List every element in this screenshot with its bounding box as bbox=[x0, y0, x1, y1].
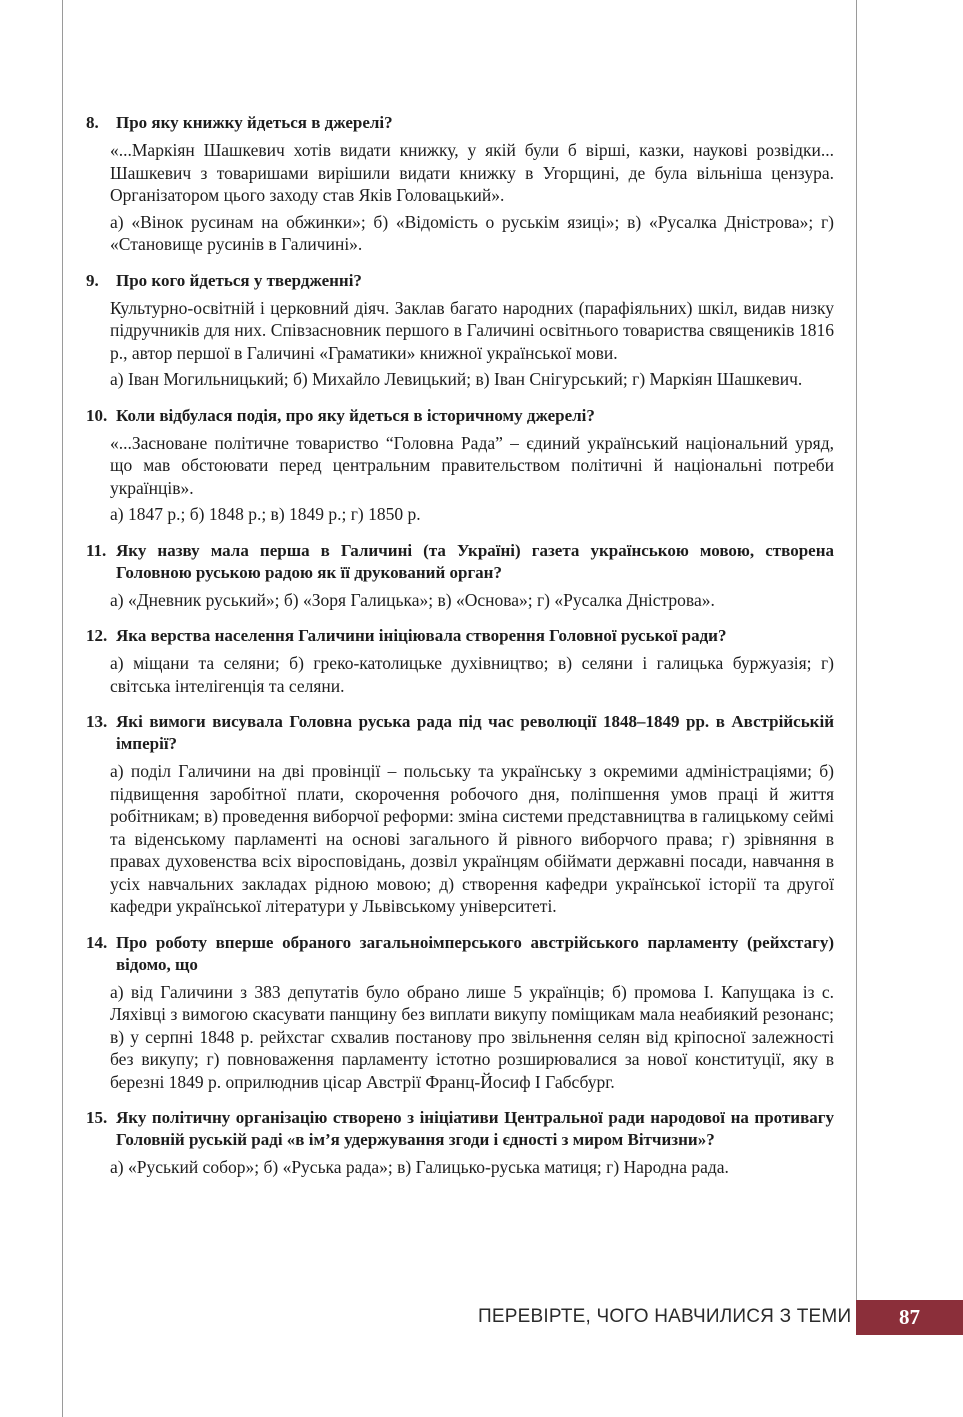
answer-options: а) «Вінок русинам на обжинки»; б) «Відомість о руськім язиці»; в) «Русалка Дністрова»; г) «Становище русинів в Галичині». bbox=[110, 211, 834, 254]
answer-options: а) «Руський собор»; б) «Руська рада»; в) Галицько-руська матиця; г) Народна рада. bbox=[110, 1157, 729, 1177]
statement-text: Культурно-освітній і церковний діяч. Заклав багато народних (парафіяльних) шкіл, видав низку підручників для них. Співзасновник першого в Галичині освітнього товариства священиків 1816 р., автор першої в Галичині «Граматики» книжної української мови. bbox=[110, 297, 834, 363]
question-number: 14. bbox=[86, 932, 108, 952]
section-footer-title: ПЕРЕВІРТЕ, ЧОГО НАВЧИЛИСЯ З ТЕМИ bbox=[478, 1306, 852, 1327]
question-10 bbox=[86, 405, 834, 526]
question-number: 8. bbox=[86, 113, 99, 132]
question-14 bbox=[86, 932, 834, 1094]
question-title: Яку назву мала перша в Галичині (та Україні) газета українською мовою, створена Головною руською радою як її друкований орган? bbox=[116, 540, 834, 582]
question-number: 15. bbox=[86, 1108, 108, 1127]
question-8 bbox=[86, 112, 834, 256]
question-title: Про кого йдеться у твердженні? bbox=[116, 270, 362, 290]
question-number: 10. bbox=[86, 405, 108, 425]
source-quote: «...Засноване політичне товариство “Головна Рада” – єдиний український національний уряд, що мав обстоювати перед центральним правительством політичні й національні потреби українців». bbox=[110, 432, 834, 498]
page-number-badge bbox=[856, 1300, 963, 1335]
question-15 bbox=[86, 1107, 834, 1179]
answer-options: а) поділ Галичини на дві провінції – польську та українську з окремими адміністраціями; б) підвищення заробітної плати, скорочення робочого дня, поліпшення умов праці й життя робітникам; в) проведення виборчої реформи: зміна системи представництва в галицькому сеймі та віденському парламенті на основі загального й рівного виборчого права; г) зрівняння в правах духовенства всіх віросповідань, дозвіл українцям обіймати державні посади, навчання в усіх навчальних закладах рідною мовою; д) створення кафедри української історії та другої кафедри української літератури у Львівському університеті. bbox=[110, 761, 835, 916]
left-margin-line bbox=[62, 0, 63, 1417]
question-11 bbox=[86, 540, 834, 612]
question-title: Яка верства населення Галичини ініціювала створення Головної руської ради? bbox=[116, 626, 727, 645]
question-number: 12. bbox=[86, 626, 108, 645]
source-quote: «...Маркіян Шашкевич хотів видати книжку, у якій були б вірші, казки, наукові розвідки... Шашкевич з товаришами вирішили видати книжку в Угорщині, де була вільніша цензура. Організатором цього заходу став Яків Головацький». bbox=[110, 140, 834, 205]
right-margin-line bbox=[856, 0, 857, 1300]
question-13 bbox=[86, 711, 834, 918]
question-number: 13. bbox=[86, 712, 108, 731]
answer-options: а) міщани та селяни; б) греко-католицьке духівництво; в) селяни і галицька буржуазія; г) світська інтелігенція та селяни. bbox=[110, 653, 834, 696]
question-number: 11. bbox=[86, 540, 107, 560]
answer-options: а) Іван Могильницький; б) Михайло Левицький; в) Іван Снігурський; г) Маркіян Шашкевич. bbox=[110, 369, 803, 389]
question-title: Про яку книжку йдеться в джерелі? bbox=[116, 113, 393, 132]
question-title: Які вимоги висувала Головна руська рада під час революції 1848–1849 рр. в Австрійській імперії? bbox=[116, 712, 834, 753]
questions-list bbox=[86, 112, 834, 1193]
question-12 bbox=[86, 625, 834, 697]
question-9 bbox=[86, 270, 834, 391]
question-title: Про роботу вперше обраного загальноімперського австрійського парламенту (рейхстагу) відомо, що bbox=[116, 932, 834, 974]
question-title: Яку політичну організацію створено з ініціативи Центральної ради народової на противагу Головній руській раді «в ім’я удержування згоди і єдності з миром Вітчизни»? bbox=[116, 1108, 834, 1149]
question-number: 9. bbox=[86, 270, 99, 290]
answer-options: а) «Дневник руський»; б) «Зоря Галицька»; в) «Основа»; г) «Русалка Дністрова». bbox=[110, 589, 715, 610]
answer-options: а) від Галичини з 383 депутатів було обрано лише 5 українців; б) промова І. Капущака із с. Ляхівці з вимогою скасувати панщину без виплати викупу поміщикам мала неабиякий резонанс; в) у серпні 1848 р. рейхстаг схвалив постанову про звільнення селян від кріпосної залежності без викупу; г) повноваження парламенту істотно розширювалися за нової конституції, яку в березні 1849 р. оприлюднив цісар Австрії Франц-Йосиф І Габсбург. bbox=[110, 981, 834, 1092]
answer-options: а) 1847 р.; б) 1848 р.; в) 1849 р.; г) 1850 р. bbox=[110, 504, 421, 524]
page-number: 87 bbox=[899, 1305, 920, 1329]
question-title: Коли відбулася подія, про яку йдеться в історичному джерелі? bbox=[116, 405, 595, 425]
